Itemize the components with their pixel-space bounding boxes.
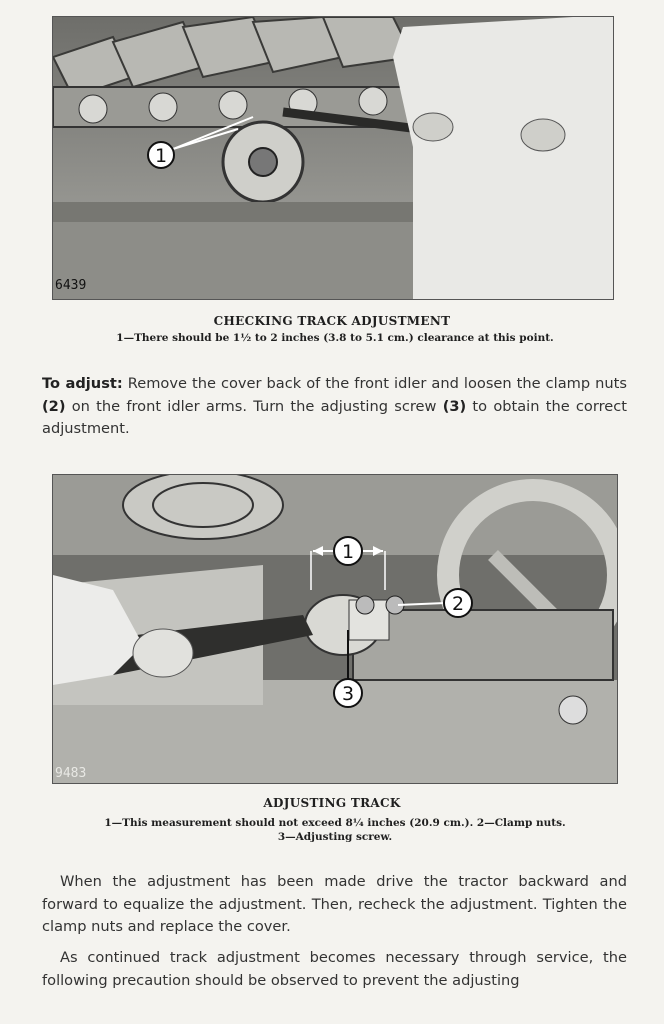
figure-2-number: 9483 — [55, 766, 87, 781]
figure-1-caption-title: CHECKING TRACK ADJUSTMENT — [213, 314, 451, 328]
figure-2-caption-title: ADJUSTING TRACK — [263, 796, 401, 810]
callout-1 — [148, 142, 174, 168]
instructions-text-3: to obtain the correct adjustment. — [42, 397, 627, 437]
svg-text:1: 1 — [155, 145, 168, 167]
instructions-lead: To adjust: — [42, 375, 123, 392]
adjusting-track-photo-illustration — [53, 475, 617, 783]
track-adjustment-photo-illustration — [53, 17, 613, 299]
paragraph-precaution: As continued track adjustment becomes necessary through service, the following precaution should be observed to prevent the adjusting — [42, 949, 627, 989]
callout-3 — [334, 679, 362, 707]
instructions-text-1: Remove the cover back of the front idler and loosen the clamp nuts — [122, 375, 627, 392]
svg-text:2: 2 — [452, 593, 465, 615]
instructions-ref-clamp: (2) — [42, 397, 66, 415]
instructions-ref-screw: (3) — [442, 397, 467, 415]
figure-1-photo — [52, 16, 614, 300]
figure-2-caption-line-2: 3—Adjusting screw. — [277, 831, 393, 843]
callout-2 — [444, 589, 472, 617]
figure-1-number: 6439 — [55, 278, 87, 293]
callout-1 — [334, 537, 362, 565]
figure-1-caption-body: 1—There should be 1½ to 2 inches (3.8 to 5.1 cm.) clearance at this point. — [116, 332, 554, 344]
svg-text:1: 1 — [342, 541, 355, 563]
adjust-instructions — [42, 373, 627, 441]
instructions-text-2: on the front idler arms. Turn the adjusting screw — [65, 397, 443, 415]
svg-text:3: 3 — [342, 683, 355, 705]
figure-2-photo — [52, 474, 618, 784]
paragraph-recheck: When the adjustment has been made drive the tractor backward and forward to equalize the adjustment. Then, recheck the adjustment. Tighten the clamp nuts and replace the cover. — [42, 873, 627, 935]
figure-2-caption-line-1: 1—This measurement should not exceed 8¼ inches (20.9 cm.). 2—Clamp nuts. — [104, 817, 566, 829]
